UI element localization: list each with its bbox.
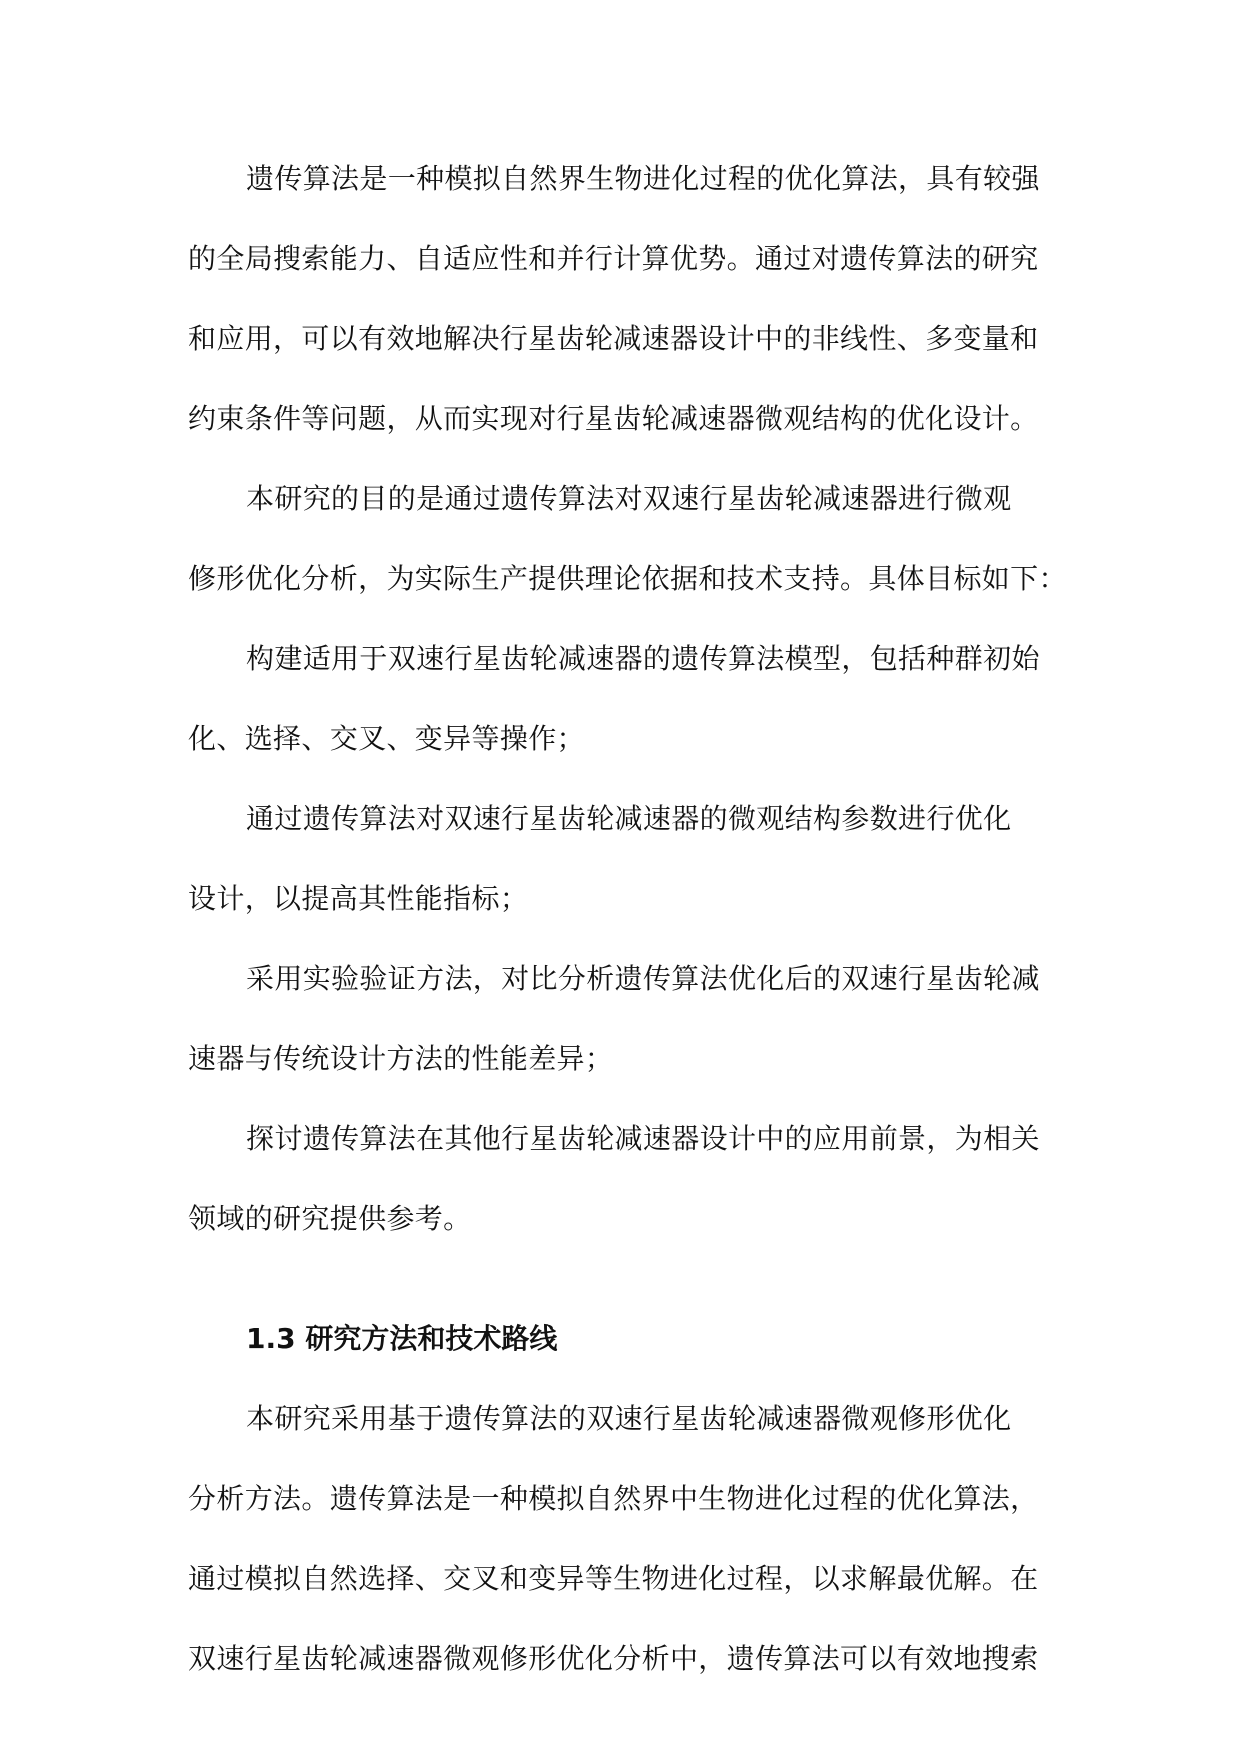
paragraph-method	[188, 1379, 1058, 1699]
paragraph-line: 本研究采用基于遗传算法的双速行星齿轮减速器微观修形优化	[246, 1402, 1012, 1435]
paragraph-goal-optimize	[188, 779, 1058, 939]
paragraph-line: 修形优化分析，为实际生产提供理论依据和技术支持。具体目标如下：	[188, 562, 1067, 595]
paragraph-line: 遗传算法是一种模拟自然界生物进化过程的优化算法，具有较强	[246, 162, 1040, 195]
paragraph-goal-model	[188, 619, 1058, 779]
paragraph-research-purpose	[188, 459, 1067, 619]
section-heading: 1.3 研究方法和技术路线	[246, 1322, 558, 1355]
document-body	[188, 139, 1067, 1699]
paragraph-line: 探讨遗传算法在其他行星齿轮减速器设计中的应用前景，为相关	[246, 1122, 1040, 1155]
paragraph-line: 设计，以提高其性能指标；	[188, 882, 529, 915]
paragraph-line: 和应用，可以有效地解决行星齿轮减速器设计中的非线性、多变量和	[188, 322, 1039, 355]
paragraph-line: 采用实验验证方法，对比分析遗传算法优化后的双速行星齿轮减	[246, 962, 1040, 995]
paragraph-line: 化、选择、交叉、变异等操作；	[188, 722, 585, 755]
paragraph-goal-prospect	[188, 1099, 1058, 1259]
paragraph-line: 领域的研究提供参考。	[188, 1202, 472, 1235]
paragraph-goal-validate	[188, 939, 1058, 1099]
paragraph-line: 通过遗传算法对双速行星齿轮减速器的微观结构参数进行优化	[246, 802, 1012, 835]
paragraph-line: 本研究的目的是通过遗传算法对双速行星齿轮减速器进行微观	[246, 482, 1012, 515]
paragraph-line: 双速行星齿轮减速器微观修形优化分析中，遗传算法可以有效地搜索	[188, 1642, 1039, 1675]
section-spacer	[188, 1259, 1058, 1299]
paragraph-line: 的全局搜索能力、自适应性和并行计算优势。通过对遗传算法的研究	[188, 242, 1039, 275]
paragraph-line: 构建适用于双速行星齿轮减速器的遗传算法模型，包括种群初始	[246, 642, 1040, 675]
paragraph-line: 通过模拟自然选择、交叉和变异等生物进化过程，以求解最优解。在	[188, 1562, 1039, 1595]
paragraph-line: 分析方法。遗传算法是一种模拟自然界中生物进化过程的优化算法，	[188, 1482, 1039, 1515]
paragraph-ga-overview	[188, 139, 1058, 459]
paragraph-line: 约束条件等问题，从而实现对行星齿轮减速器微观结构的优化设计。	[188, 402, 1039, 435]
paragraph-line: 速器与传统设计方法的性能差异；	[188, 1042, 614, 1075]
